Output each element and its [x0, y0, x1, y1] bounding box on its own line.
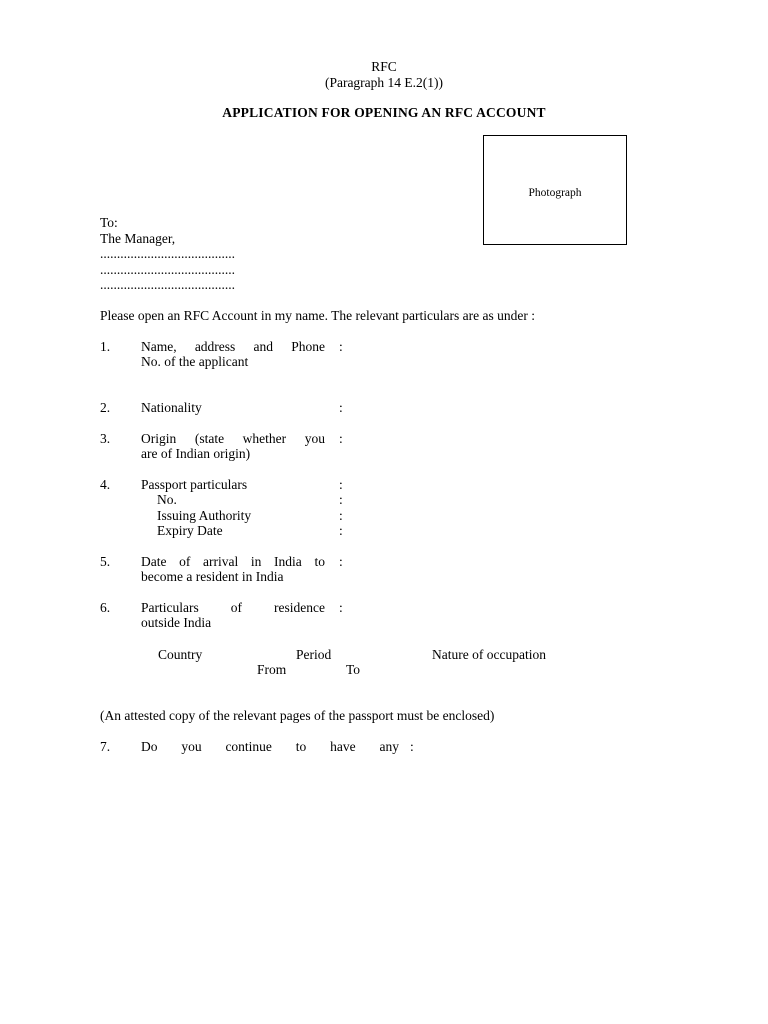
- item-number: 2.: [100, 400, 111, 415]
- column-header-occupation: Nature of occupation: [432, 647, 546, 662]
- word: Date: [141, 554, 167, 569]
- word: you: [181, 739, 202, 754]
- word: and: [253, 339, 274, 354]
- word: Phone: [291, 339, 325, 354]
- word: Name,: [141, 339, 177, 354]
- colon: :: [410, 739, 414, 754]
- column-header-from: From: [257, 662, 287, 677]
- item-5-line-1: [141, 554, 325, 569]
- word: you: [304, 431, 325, 446]
- item-number: 7.: [100, 739, 111, 754]
- item-6-line-1: [141, 600, 325, 615]
- word: to: [314, 554, 325, 569]
- item-7-line-1: [141, 739, 399, 754]
- expiry-date-label: Expiry Date: [157, 523, 223, 538]
- word: Do: [141, 739, 158, 754]
- address-blank-line: ........................................: [100, 277, 235, 292]
- addressee-to: To:: [100, 215, 118, 230]
- item-number: 1.: [100, 339, 111, 354]
- item-1-line-1: [141, 339, 325, 354]
- word: of: [230, 600, 242, 615]
- address-blank-line: ........................................: [100, 262, 235, 277]
- photograph-box: [483, 135, 627, 245]
- word: have: [330, 739, 356, 754]
- colon: :: [339, 508, 343, 523]
- word: in: [250, 554, 262, 569]
- photograph-label: Photograph: [528, 187, 582, 199]
- word: arrival: [203, 554, 239, 569]
- passport-copy-note: (An attested copy of the relevant pages of the passport must be enclosed): [100, 708, 495, 723]
- item-1-line-2: No. of the applicant: [141, 354, 249, 369]
- issuing-authority-label: Issuing Authority: [157, 508, 252, 523]
- word: continue: [225, 739, 272, 754]
- colon: :: [339, 339, 343, 354]
- word: any: [379, 739, 399, 754]
- column-header-to: To: [346, 662, 361, 677]
- paragraph-reference: (Paragraph 14 E.2(1)): [324, 75, 444, 90]
- word: India: [274, 554, 302, 569]
- colon: :: [339, 600, 343, 615]
- item-6-line-2: outside India: [141, 615, 212, 630]
- word: Origin: [141, 431, 177, 446]
- item-3-line-2: are of Indian origin): [141, 446, 251, 461]
- word: to: [295, 739, 307, 754]
- column-header-country: Country: [158, 647, 203, 662]
- item-2-label: Nationality: [141, 400, 202, 415]
- item-number: 3.: [100, 431, 111, 446]
- word: whether: [242, 431, 287, 446]
- column-header-period: Period: [296, 647, 332, 662]
- item-number: 4.: [100, 477, 111, 492]
- word: of: [179, 554, 191, 569]
- item-number: 6.: [100, 600, 111, 615]
- form-code: RFC: [371, 59, 397, 74]
- word: residence: [274, 600, 325, 615]
- word: Particulars: [141, 600, 199, 615]
- colon: :: [339, 492, 343, 507]
- item-number: 5.: [100, 554, 111, 569]
- colon: :: [339, 431, 343, 446]
- item-4-label: Passport particulars: [141, 477, 248, 492]
- word: (state: [194, 431, 225, 446]
- item-5-line-2: become a resident in India: [141, 569, 284, 584]
- colon: :: [339, 554, 343, 569]
- passport-no-label: No.: [157, 492, 177, 507]
- page-title: APPLICATION FOR OPENING AN RFC ACCOUNT: [222, 105, 546, 120]
- address-blank-line: ........................................: [100, 246, 235, 261]
- colon: :: [339, 400, 343, 415]
- colon: :: [339, 477, 343, 492]
- addressee-manager: The Manager,: [100, 231, 176, 246]
- intro-text: Please open an RFC Account in my name. The relevant particulars are as under :: [100, 308, 535, 323]
- colon: :: [339, 523, 343, 538]
- word: address: [194, 339, 236, 354]
- item-3-line-1: [141, 431, 325, 446]
